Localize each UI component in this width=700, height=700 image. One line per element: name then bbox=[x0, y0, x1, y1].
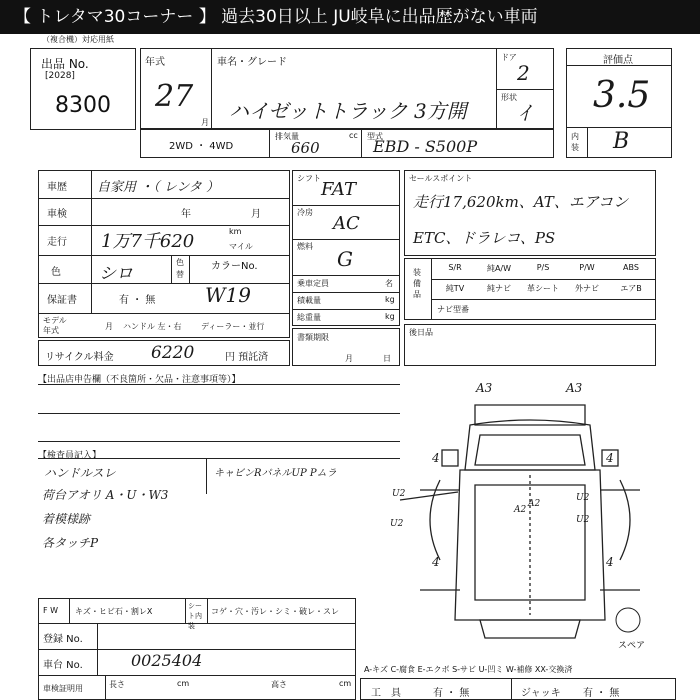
year-unit: 月 bbox=[201, 118, 209, 127]
shape-value: ｲ bbox=[519, 101, 529, 125]
retrofit-box bbox=[404, 324, 656, 366]
diagram-mark-4-rear-left: 4 bbox=[432, 555, 440, 569]
sales-point-box bbox=[404, 170, 656, 256]
interior-label: 内装 bbox=[571, 132, 579, 152]
cc-unit: cc bbox=[349, 131, 358, 140]
recycle-value: 6220 bbox=[151, 343, 195, 363]
year-value: 27 bbox=[155, 79, 194, 114]
diagram-mark-u2-left-lower: U2 bbox=[390, 519, 404, 529]
diagram-mark-a2-center-2: A2 bbox=[528, 499, 541, 509]
vehicle-name: ハイゼットトラック 3方開 bbox=[229, 99, 467, 123]
interior-score: B bbox=[613, 129, 630, 154]
sales-label: セールスポイント bbox=[409, 174, 473, 183]
aircon-value: AC bbox=[333, 213, 360, 234]
inspector-label: 【検査員記入】 bbox=[38, 451, 102, 461]
mileage-label: 走行 bbox=[47, 237, 67, 248]
equipment-item-1-4: エアB bbox=[620, 284, 642, 293]
mileage-value: 1万7千620 bbox=[101, 231, 195, 252]
inspection-label: 車検 bbox=[47, 209, 67, 220]
shift-value: FAT bbox=[321, 179, 356, 200]
vehicle-info-block bbox=[140, 48, 554, 130]
shift-label: シフト bbox=[297, 174, 321, 183]
diagram-mark-a2-center: A2 bbox=[514, 505, 527, 515]
model-year-month: 月 bbox=[105, 322, 113, 331]
aircon-label: 冷房 bbox=[297, 208, 313, 217]
period-month: 月 bbox=[345, 354, 353, 363]
tools-row bbox=[360, 678, 676, 700]
corner-banner: 【 トレタマ30コーナー 】 過去30日以上 JU岐阜に出品歴がない車両 bbox=[0, 0, 700, 34]
displacement-value: 660 bbox=[291, 139, 320, 157]
passengers-unit: 名 bbox=[385, 279, 393, 288]
load-label: 積載量 bbox=[297, 296, 321, 305]
rating-score: 3.5 bbox=[593, 75, 651, 116]
fw-options: キズ・ヒビ石・割レX bbox=[75, 607, 153, 616]
declaration-area bbox=[38, 384, 400, 442]
diagram-mark-u2-left: U2 bbox=[392, 489, 406, 499]
model-year-label: モデル年式 bbox=[43, 316, 67, 335]
lot-label: 出品 No. bbox=[41, 57, 89, 71]
diagram-mark-u2-right-lower: U2 bbox=[576, 515, 590, 525]
color-code-label: カラーNo. bbox=[211, 261, 258, 272]
vehicle-damage-diagram bbox=[380, 380, 680, 650]
document-period bbox=[292, 328, 400, 366]
recycle-unit: 円 預託済 bbox=[225, 352, 269, 363]
equipment-item-1-0: 純TV bbox=[445, 284, 465, 293]
doors-value: 2 bbox=[517, 61, 530, 85]
drive-row bbox=[140, 128, 554, 158]
model-value: EBD - S500P bbox=[373, 137, 478, 156]
color-change-label: 色替 bbox=[176, 258, 184, 279]
tools-value: 有 ・ 無 bbox=[433, 688, 470, 699]
equipment-item-0-2: P/S bbox=[536, 263, 550, 272]
equipment-item-0-4: ABS bbox=[623, 263, 639, 272]
model-label: 型式 bbox=[367, 132, 383, 141]
period-day: 日 bbox=[383, 354, 391, 363]
form-subnote: （複合機）対応用紙 bbox=[42, 35, 114, 44]
inspector-note-4: 各タッチP bbox=[42, 536, 99, 550]
inspector-note-3: 着模様跡 bbox=[42, 512, 91, 526]
name-label: 車名・グレード bbox=[217, 57, 287, 68]
diagram-mark-a3-left: A3 bbox=[476, 381, 493, 395]
recycle-row bbox=[38, 340, 290, 366]
seat-label: シート内装 bbox=[188, 602, 202, 630]
inspector-notes bbox=[38, 458, 400, 594]
rating-label: 評価点 bbox=[603, 55, 633, 66]
period-label: 書類期限 bbox=[297, 333, 329, 342]
fuel-value: G bbox=[337, 247, 353, 271]
shape-label: 形状 bbox=[501, 93, 517, 102]
diagram-mark-a3-right: A3 bbox=[566, 381, 583, 395]
mileage-km: km bbox=[229, 227, 242, 236]
warranty-label: 保証書 bbox=[47, 295, 77, 306]
sales-line-2: ETC、ドラレコ、PS bbox=[413, 229, 556, 247]
equipment-item-1-1: 純ナビ bbox=[487, 284, 511, 293]
mileage-mile: マイル bbox=[229, 242, 253, 251]
diagram-mark-4-front-right: 4 bbox=[606, 451, 614, 465]
rating-box bbox=[566, 48, 672, 158]
handle-side: ハンドル 左・右 bbox=[123, 322, 182, 331]
fuel-label: 燃料 bbox=[297, 242, 313, 251]
lot-stamp: [2028] bbox=[45, 71, 75, 81]
chassis-number: 0025404 bbox=[131, 651, 203, 670]
recycle-label: リサイクル料金 bbox=[45, 352, 114, 363]
spare-label: スペア bbox=[618, 641, 646, 650]
spec-column bbox=[292, 170, 400, 326]
lot-box bbox=[30, 48, 136, 130]
equipment-item-1-2: 革シート bbox=[527, 284, 559, 293]
weight-label: 総重量 bbox=[297, 313, 321, 322]
tools-label: 工 具 bbox=[371, 688, 401, 699]
year-label: 年式 bbox=[145, 57, 165, 68]
color-label: 色 bbox=[51, 267, 61, 278]
length-label: 長さ bbox=[109, 680, 125, 689]
inspection-month-unit: 月 bbox=[251, 209, 261, 220]
dealer-type: ディーラー・並行 bbox=[201, 322, 265, 331]
doors-label: ドア bbox=[501, 53, 517, 62]
equipment-label: 装備品 bbox=[413, 268, 421, 299]
displacement-label: 排気量 bbox=[275, 132, 299, 141]
height-label: 高さ bbox=[271, 680, 287, 689]
lot-number: 8300 bbox=[55, 93, 111, 118]
diagram-mark-4-front-left: 4 bbox=[432, 451, 440, 465]
retrofit-label: 後日品 bbox=[409, 328, 433, 337]
damage-legend: A-キズ C-腐食 E-エクボ S-サビ U-凹ミ W-補修 XX-交換済 bbox=[364, 665, 573, 674]
height-unit: cm bbox=[339, 679, 352, 688]
history-value: 自家用 ・（ レンタ ） bbox=[97, 180, 220, 195]
length-unit: cm bbox=[177, 679, 190, 688]
declaration-label: 【出品店申告欄（不良箇所・欠品・注意事項等）】 bbox=[38, 375, 241, 385]
diagram-mark-u2-right: U2 bbox=[576, 493, 590, 503]
equipment-item-0-1: 純A/W bbox=[486, 264, 512, 273]
chassis-label: 車台 No. bbox=[43, 660, 83, 671]
registration-label: 登録 No. bbox=[43, 634, 83, 645]
details-block bbox=[38, 170, 290, 338]
equipment-box bbox=[404, 258, 656, 320]
inspector-note-2: 荷台アオリ A・U・W3 bbox=[42, 488, 169, 502]
navi-model-label: ナビ型番 bbox=[437, 305, 469, 314]
equipment-item-0-3: P/W bbox=[579, 263, 595, 272]
load-unit: kg bbox=[385, 295, 395, 304]
seat-options: コゲ・穴・汚レ・シミ・破レ・スレ bbox=[211, 607, 339, 616]
equipment-item-0-0: S/R bbox=[448, 263, 462, 272]
passengers-label: 乗車定員 bbox=[297, 279, 329, 288]
color-value: シロ bbox=[99, 264, 133, 284]
inspector-note-right: キャビンRパネルUP Pムラ bbox=[214, 468, 337, 479]
history-label: 車歴 bbox=[47, 182, 67, 193]
diagram-mark-4-rear-right: 4 bbox=[606, 555, 614, 569]
jack-value: 有 ・ 無 bbox=[583, 688, 620, 699]
sales-line-1: 走行17,620km、AT、エアコン bbox=[413, 193, 629, 211]
bottom-grid bbox=[38, 598, 356, 700]
weight-unit: kg bbox=[385, 312, 395, 321]
cert-label: 車検証明用 bbox=[43, 684, 83, 693]
warranty-value: 有 ・ 無 bbox=[119, 295, 156, 306]
jack-label: ジャッキ bbox=[521, 688, 561, 699]
equipment-item-1-3: 外ナビ bbox=[575, 284, 599, 293]
drive-options: 2WD ・ 4WD bbox=[169, 141, 234, 152]
inspection-year-unit: 年 bbox=[181, 209, 191, 220]
fw-label: F W bbox=[43, 606, 59, 615]
color-code-value: W19 bbox=[205, 283, 252, 307]
inspector-note-1: ハンドルスレ bbox=[44, 466, 116, 480]
